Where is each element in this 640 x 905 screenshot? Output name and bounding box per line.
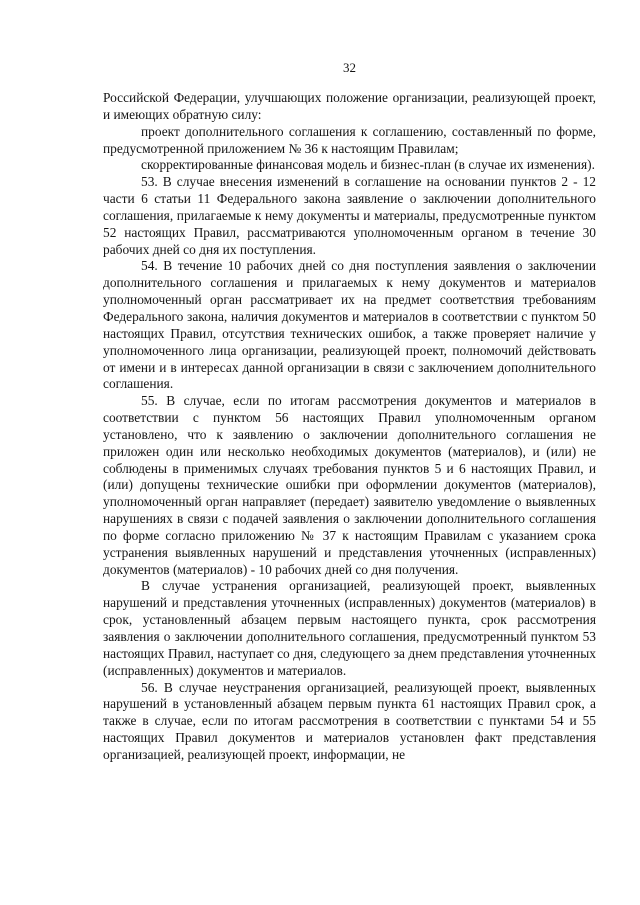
paragraph: Российской Федерации, улучшающих положение организации, реализующей проект, и имеющих обратную силу: [103, 90, 596, 122]
document-body [103, 90, 596, 764]
paragraph-56: 56. В случае неустранения организацией, реализующей проект, выявленных нарушений в установленный абзацем первым пункта 61 настоящих Правил срок, а также в случае, если по итогам рассмотрения в соответствии с пунктами 54 и 55 настоящих Правил документов и материалов установлен факт представления организацией, реализующей проект, информации, не [103, 679, 596, 762]
page-number: 32 [343, 60, 356, 75]
paragraph-54: 54. В течение 10 рабочих дней со дня поступления заявления о заключении дополнительного соглашения и прилагаемых к нему документов и материалов уполномоченный орган рассматривает их на предмет соответствия требованиям Федерального закона, наличия документов и материалов в соответствии с пунктом 50 настоящих Правил, отсутствия технических ошибок, а также проверяет наличие у уполномоченного лица организации, реализующей проект, полномочий действовать от имени и в интересах данной организации в связи с заключением дополнительного соглашения. [103, 258, 596, 392]
paragraph: проект дополнительного соглашения к соглашению, составленный по форме, предусмотренной приложением № 36 к настоящим Правилам; [103, 123, 596, 156]
paragraph: скорректированные финансовая модель и бизнес-план (в случае их изменения). [141, 157, 595, 173]
paragraph-53: 53. В случае внесения изменений в соглашение на основании пунктов 2 - 12 части 6 статьи 11 Федерального закона заявление о заключении дополнительного соглашения, прилагаемые к нему документы и материалы, предусмотренные пунктом 52 настоящих Правил, рассматриваются уполномоченным органом в течение 30 рабочих дней со дня их поступления. [103, 174, 596, 257]
paragraph: В случае устранения организацией, реализующей проект, выявленных нарушений и представления уточненных (исправленных) документов (материалов) в срок, установленный абзацем первым настоящего пункта, срок рассмотрения заявления о заключении дополнительного соглашения, предусмотренный пунктом 53 настоящих Правил, наступает со дня, следующего за днем представления уточненных (исправленных) документов и материалов. [103, 578, 596, 678]
paragraph-55: 55. В случае, если по итогам рассмотрения документов и материалов в соответствии с пунктом 56 настоящих Правил уполномоченным органом установлено, что к заявлению о заключении дополнительного соглашения не приложен один или несколько необходимых документов (материалов), и (или) не соблюдены в применимых случаях требования пунктов 5 и 6 настоящих Правил, и (или) допущены технические ошибки при оформлении документов (материалов), уполномоченный орган направляет (передает) заявителю уведомление о выявленных нарушениях в связи с подачей заявления о заключении дополнительного соглашения по форме согласно приложению № 37 к настоящим Правилам с указанием срока устранения выявленных нарушений и представления уточненных (исправленных) документов (материалов) - 10 рабочих дней со дня получения. [103, 393, 596, 577]
